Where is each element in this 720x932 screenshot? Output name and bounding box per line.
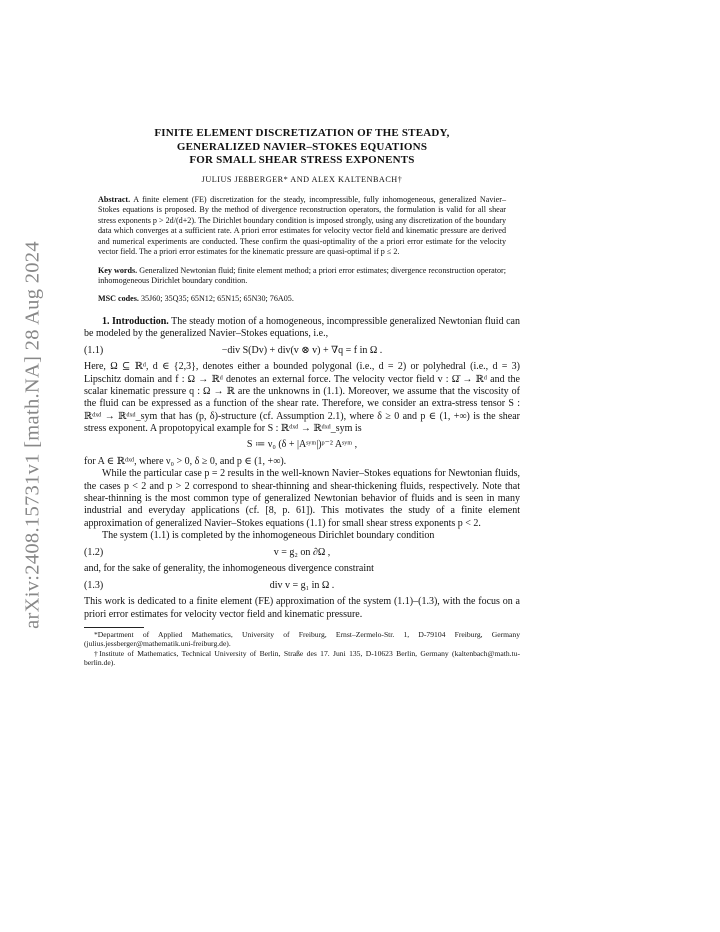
msc-label: MSC codes. (98, 294, 139, 304)
paragraph-divergence: and, for the sake of generality, the inhomogeneous divergence constraint (84, 563, 374, 575)
paragraph-shear-thinning: While the particular case p = 2 results in the well-known Navier–Stokes equations for Newtonian fluids, the cases p < 2 and p > 2 correspond to shear-thinning and shear-thickening fluids, respectively. Note that shear-thinning is the most common type of generalized Newtonian behavior of fluids and is seen in many industrial and everyday applications (cf. [8, p. 61]). This motivates the study of a finite element approximation of generalized Navier–Stokes equations (1.1) for small shear stress exponents p < 2. (84, 468, 520, 529)
keywords-text: Generalized Newtonian fluid; finite element method; a priori error estimates; divergence reconstruction operator; inhomogeneous Dirichlet boundary condition. (98, 265, 506, 285)
abstract-text: A finite element (FE) discretization for the steady, incompressible, fully inhomogeneous, generalized Navier–Stokes equations is proposed. By the method of divergence reconstruction operators, the formulation is valid for all shear stress exponents p > 2d/(d+2). The Dirichlet boundary condition is imposed strongly, using any discretization of the boundary data which converges at a sufficient rate. A priori error estimates for velocity vector field and kinematic pressure are derived and numerical experiments are conducted. These confirm the quasi-optimality of the a priori error estimate for the velocity vector field. The a priori error estimates for the kinematic pressure are quasi-optimal if p ≤ 2. (98, 195, 507, 257)
authors: JULIUS JEßBERGER* AND ALEX KALTENBACH† (201, 174, 403, 184)
equation-number: (1.3) (84, 579, 104, 591)
arxiv-stamp (22, 225, 44, 645)
footnotes (84, 630, 520, 668)
equation-body: S ≔ ν₀ (δ + |Aˢʸᵐ|)ᵖ⁻² Aˢʸᵐ , (246, 439, 358, 451)
equation-stress-tensor (84, 435, 520, 456)
title-line-1: FINITE ELEMENT DISCRETIZATION OF THE STEADY, (154, 127, 450, 139)
body-text (84, 316, 520, 621)
msc-codes (98, 294, 506, 304)
footnote-rule (84, 627, 144, 628)
abstract (98, 195, 506, 257)
equation-number: (1.2) (84, 546, 104, 558)
equation-body: v = g₂ on ∂Ω , (273, 546, 331, 558)
footnote-1: *Department of Applied Mathematics, University of Freiburg, Ernst–Zermelo-Str. 1, D-79104 Freiburg, Germany (julius.jessberger@mathematik.uni-freiburg.de). (84, 630, 520, 649)
msc-text: 35J60; 35Q35; 65N12; 65N15; 65N30; 76A05. (140, 294, 294, 304)
section-heading: 1. Introduction. (102, 315, 169, 327)
equation-body: div v = g₁ in Ω . (269, 579, 335, 591)
paper-page (84, 124, 520, 668)
title-line-3: FOR SMALL SHEAR STRESS EXPONENTS (189, 154, 415, 167)
paragraph-domain: Here, Ω ⊆ ℝᵈ, d ∈ {2,3}, denotes either a bounded polygonal (i.e., d = 2) or polyhedral (i.e., d = 3) Lipschitz domain and f : Ω → ℝᵈ denotes an external force. The velocity vector field v : Ω̄ → ℝᵈ and the scalar kinematic pressure q : Ω → ℝ are the unknowns in (1.1). Moreover, we assume that the viscosity of the fluid can be expressed as a function of the shear rate. Therefore, we consider an extra-stress tensor S : ℝᵈˣᵈ → ℝᵈˣᵈ_sym that has (p, δ)-structure (cf. Assumption 2.1), where δ ≥ 0 and p ∈ (1, +∞) is the shear stress exponent. A propotopyical example for S : ℝᵈˣᵈ → ℝᵈˣᵈ_sym is (84, 361, 520, 434)
paragraph-parameters: for A ∈ ℝᵈˣᵈ, where ν₀ > 0, δ ≥ 0, and p ∈ (1, +∞). (84, 456, 287, 468)
equation-1-3 (84, 575, 520, 596)
keywords (98, 266, 506, 287)
keywords-label: Key words. (98, 265, 138, 275)
equation-number: (1.1) (84, 344, 104, 356)
paragraph-dirichlet: The system (1.1) is completed by the inhomogeneous Dirichlet boundary condition (102, 529, 435, 541)
abstract-block (98, 195, 506, 305)
intro-text: The steady motion of a homogeneous, incompressible generalized Newtonian fluid can be modeled by the generalized Navier–Stokes equations, i.e., (84, 315, 520, 340)
equation-body: −div S(Dv) + div(v ⊗ v) + ∇q = f in Ω . (221, 344, 383, 356)
abstract-label: Abstract. (98, 195, 131, 205)
paper-title (84, 127, 520, 168)
intro-paragraph (84, 316, 520, 341)
arxiv-stamp-text: arXiv:2408.15731v1 [math.NA] 28 Aug 2024 (21, 241, 44, 629)
equation-1-1 (84, 340, 520, 361)
title-line-2: GENERALIZED NAVIER–STOKES EQUATIONS (176, 140, 428, 153)
equation-1-2 (84, 542, 520, 563)
footnote-2: †Institute of Mathematics, Technical University of Berlin, Straße des 17. Juni 135, D-10623 Berlin, Germany (kaltenbach@math.tu-berlin.de). (84, 648, 520, 668)
paragraph-focus: This work is dedicated to a finite element (FE) approximation of the system (1.1)–(1.3), with the focus on a priori error estimates for velocity vector field and kinematic pressure. (84, 596, 520, 620)
